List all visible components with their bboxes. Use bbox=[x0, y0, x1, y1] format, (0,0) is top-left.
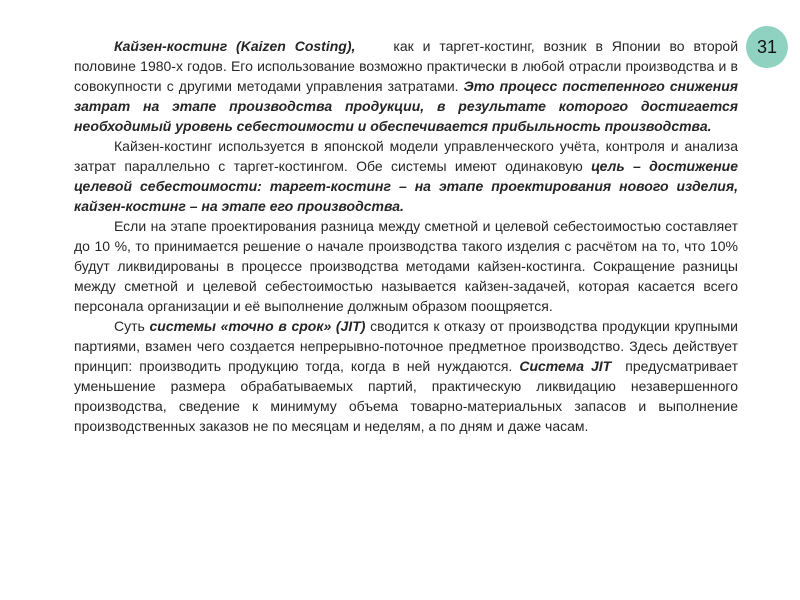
slide-text bbox=[74, 36, 738, 436]
term-kaizen-costing: Кайзен-костинг (Kaizen Costing), bbox=[114, 38, 356, 54]
paragraph-2-emphasis: цель – достижение целевой себестоимости: таргет-костинг – на этапе проектирования нового изделия, кайзен-костинг – на этапе его производства. bbox=[74, 158, 738, 214]
paragraph-4-lead: Суть bbox=[114, 318, 145, 334]
paragraph-kaizen-usage bbox=[74, 136, 738, 216]
paragraph-kaizen-intro bbox=[74, 36, 738, 136]
term-jit: Система JIT bbox=[519, 358, 612, 374]
paragraph-4-text-1: сводится к отказу от производства продукции крупными партиями, взамен чего создается непрерывно-поточное предметное производство. Здесь действует принцип: производить продукцию тогда, когда в ней нуждаются. bbox=[74, 318, 738, 374]
term-jit-system: системы «точно в срок» (JIT) bbox=[149, 318, 366, 334]
paragraph-1-emphasis: Это процесс постепенного снижения затрат на этапе производства продукции, в результате которого достигается необходимый уровень себестоимости и обеспечивается прибыльность производства. bbox=[74, 78, 738, 134]
paragraph-4-text-2: предусматривает уменьшение размера обрабатываемых партий, практическую ликвидацию незавершенного производства, сведение к минимуму объема товарно-материальных запасов и выполнение производственных заказов не по месяцам и неделям, а по дням и даже часам. bbox=[74, 358, 739, 434]
paragraph-2-text: Кайзен-костинг используется в японской модели управленческого учёта, контроля и анализа затрат параллельно с таргет-костингом. Обе системы имеют одинаковую bbox=[74, 138, 738, 174]
paragraph-1-text: как и таргет-костинг, возник в Японии во второй половине 1980-х годов. Его использование возможно практически в любой отрасли производства и в совокупности с другими методами управления затратами. bbox=[74, 38, 739, 94]
paragraph-3-text: Если на этапе проектирования разница между сметной и целевой себестоимостью составляет до 10 %, то принимается решение о начале производства такого изделия с расчётом на то, что 10% будут ликвидированы в процессе производства методами кайзен-костинга. Сокращение разницы между сметной и целевой себестоимостью называется кайзен-задачей, которая касается всего персонала организации и её выполнение должным образом поощряется. bbox=[74, 218, 738, 314]
paragraph-jit bbox=[74, 316, 738, 436]
slide-number-badge: 31 bbox=[746, 26, 788, 68]
paragraph-kaizen-task bbox=[74, 216, 738, 316]
